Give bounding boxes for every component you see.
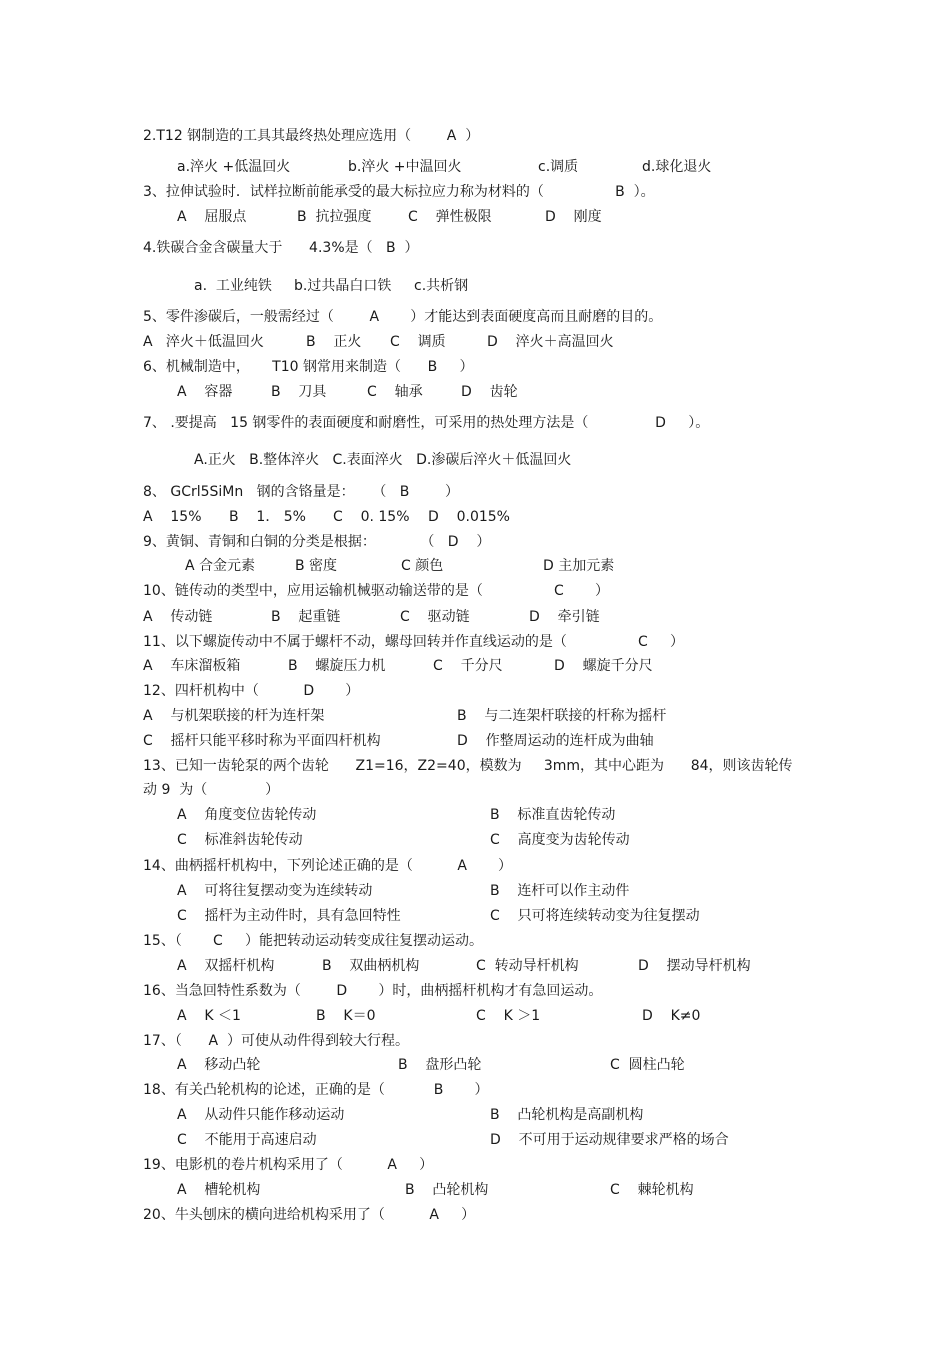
question-8-option-c: C 0. 15% (333, 509, 410, 525)
question-3-option-b: B 抗拉强度 (297, 209, 372, 225)
question-18-option-a: A 从动件只能作移动运动 (177, 1107, 345, 1123)
question-2-stem: 2.T12 钢制造的工具其最终热处理应选用（ A ） (143, 128, 480, 144)
question-15-option-c: C 转动导杆机构 (476, 958, 579, 974)
question-15-option-d: D 摆动导杆机构 (638, 958, 751, 974)
question-16-option-d: D K≠0 (642, 1008, 701, 1024)
question-18-stem: 18、有关凸轮机构的论述，正确的是（ B ） (143, 1082, 489, 1098)
question-13-option-c: C 标准斜齿轮传动 (177, 832, 303, 848)
question-9-stem: 9、黄铜、青铜和白铜的分类是根据： （ D ） (143, 534, 491, 550)
question-13-stem-line2: 动 9 为（ ） (143, 782, 280, 798)
question-4-option-a: a. 工业纯铁 (194, 278, 272, 294)
question-17-option-a: A 移动凸轮 (177, 1057, 261, 1073)
question-10-option-d: D 牵引链 (529, 609, 600, 625)
question-2-option-d: d.球化退火 (642, 159, 712, 175)
question-12-option-d: D 作整周运动的连杆成为曲轴 (457, 733, 654, 749)
question-5-option-d: D 淬火＋高温回火 (487, 334, 614, 350)
question-15-option-b: B 双曲柄机构 (322, 958, 420, 974)
question-8-option-d: D 0.015% (428, 509, 510, 525)
question-9-option-c: C 颜色 (401, 558, 444, 574)
question-16-option-c: C K ＞1 (476, 1008, 541, 1024)
question-3-stem: 3、拉伸试验时．试样拉断前能承受的最大标拉应力称为材料的（ B ）。 (143, 184, 655, 200)
question-19-option-c: C 棘轮机构 (610, 1182, 694, 1198)
question-3-option-a: A 屈服点 (177, 209, 247, 225)
question-11-option-d: D 螺旋千分尺 (554, 658, 653, 674)
question-19-option-b: B 凸轮机构 (405, 1182, 489, 1198)
question-6-option-c: C 轴承 (367, 384, 423, 400)
question-8-option-a: A 15% (143, 509, 202, 525)
question-11-stem: 11、以下螺旋传动中不属于螺杆不动，螺母回转并作直线运动的是（ C ） (143, 634, 685, 650)
question-17-stem: 17、（ A ）可使从动件得到较大行程。 (143, 1033, 409, 1049)
question-16-option-a: A K ＜1 (177, 1008, 241, 1024)
question-17-option-c: C 圆柱凸轮 (610, 1057, 685, 1073)
question-11-option-a: A 车床溜板箱 (143, 658, 241, 674)
question-16-option-b: B K＝0 (316, 1008, 376, 1024)
question-14-option-a: A 可将往复摆动变为连续转动 (177, 883, 373, 899)
question-2-option-c: c.调质 (538, 159, 579, 175)
question-12-stem: 12、四杆机构中（ D ） (143, 683, 360, 699)
question-19-option-a: A 槽轮机构 (177, 1182, 261, 1198)
question-13-option-a: A 角度变位齿轮传动 (177, 807, 317, 823)
question-4-stem: 4.铁碳合金含碳量大于 4.3%是（ B ） (143, 240, 419, 256)
question-19-stem: 19、电影机的卷片机构采用了（ A ） (143, 1157, 434, 1173)
question-14-stem: 14、曲柄摇杆机构中，下列论述正确的是（ A ） (143, 858, 513, 874)
question-14-option-d: C 只可将连续转动变为往复摆动 (490, 908, 700, 924)
question-3-option-d: D 刚度 (545, 209, 602, 225)
question-12-option-c: C 摇杆只能平移时称为平面四杆机构 (143, 733, 381, 749)
question-10-option-c: C 驱动链 (400, 609, 470, 625)
question-9-option-d: D 主加元素 (543, 558, 615, 574)
question-5-option-a: A 淬火＋低温回火 (143, 334, 264, 350)
question-6-option-a: A 容器 (177, 384, 233, 400)
question-13-option-d: C 高度变为齿轮传动 (490, 832, 630, 848)
question-13-option-b: B 标准直齿轮传动 (490, 807, 616, 823)
question-16-stem: 16、当急回特性系数为（ D ）时，曲柄摇杆机构才有急回运动。 (143, 983, 603, 999)
question-18-option-c: C 不能用于高速启动 (177, 1132, 317, 1148)
question-12-option-b: B 与二连架杆联接的杆称为摇杆 (457, 708, 667, 724)
question-6-stem: 6、机械制造中， T10 钢常用来制造（ B ） (143, 359, 474, 375)
question-9-option-b: B 密度 (295, 558, 338, 574)
question-17-option-b: B 盘形凸轮 (398, 1057, 482, 1073)
question-10-stem: 10、链传动的类型中，应用运输机械驱动输送带的是（ C ） (143, 583, 609, 599)
question-2-option-a: a.淬火 +低温回火 (177, 159, 291, 175)
question-14-option-b: B 连杆可以作主动件 (490, 883, 630, 899)
question-10-option-a: A 传动链 (143, 609, 213, 625)
question-6-option-d: D 齿轮 (461, 384, 518, 400)
question-6-option-b: B 刀具 (271, 384, 327, 400)
question-12-option-a: A 与机架联接的杆为连杆架 (143, 708, 325, 724)
question-3-option-c: C 弹性极限 (408, 209, 492, 225)
question-10-option-b: B 起重链 (271, 609, 341, 625)
question-8-option-b: B 1． 5% (229, 509, 306, 525)
question-7-stem: 7、 .要提高 15 钢零件的表面硬度和耐磨性，可采用的热处理方法是（ D ）。 (143, 415, 710, 431)
question-13-stem-line1: 13、已知一齿轮泵的两个齿轮 Z1=16，Z2=40，模数为 3mm，其中心距为 84，则该齿轮传 (143, 758, 793, 774)
question-14-option-c: C 摇杆为主动件时，具有急回特性 (177, 908, 401, 924)
question-15-stem: 15、（ C ）能把转动运动转变成往复摆动运动。 (143, 933, 483, 949)
question-2-option-b: b.淬火 +中温回火 (348, 159, 462, 175)
question-5-stem: 5、零件渗碳后，一般需经过（ A ）才能达到表面硬度高而且耐磨的目的。 (143, 309, 663, 325)
question-7-options: A.正火 B.整体淬火 C.表面淬火 D.渗碳后淬火＋低温回火 (194, 452, 572, 468)
question-18-option-b: B 凸轮机构是高副机构 (490, 1107, 644, 1123)
question-5-option-c: C 调质 (390, 334, 446, 350)
question-8-stem: 8、 GCrl5SiMn 钢的含铬量是： （ B ） (143, 484, 459, 500)
question-11-option-b: B 螺旋压力机 (288, 658, 386, 674)
question-4-option-c: c.共析钢 (414, 278, 469, 294)
question-18-option-d: D 不可用于运动规律要求严格的场合 (490, 1132, 729, 1148)
question-11-option-c: C 千分尺 (433, 658, 503, 674)
question-4-option-b: b.过共晶白口铁 (294, 278, 392, 294)
question-20-stem: 20、牛头刨床的横向进给机构采用了（ A ） (143, 1207, 476, 1223)
question-15-option-a: A 双摇杆机构 (177, 958, 275, 974)
question-9-option-a: A 合金元素 (185, 558, 256, 574)
question-5-option-b: B 正火 (306, 334, 362, 350)
